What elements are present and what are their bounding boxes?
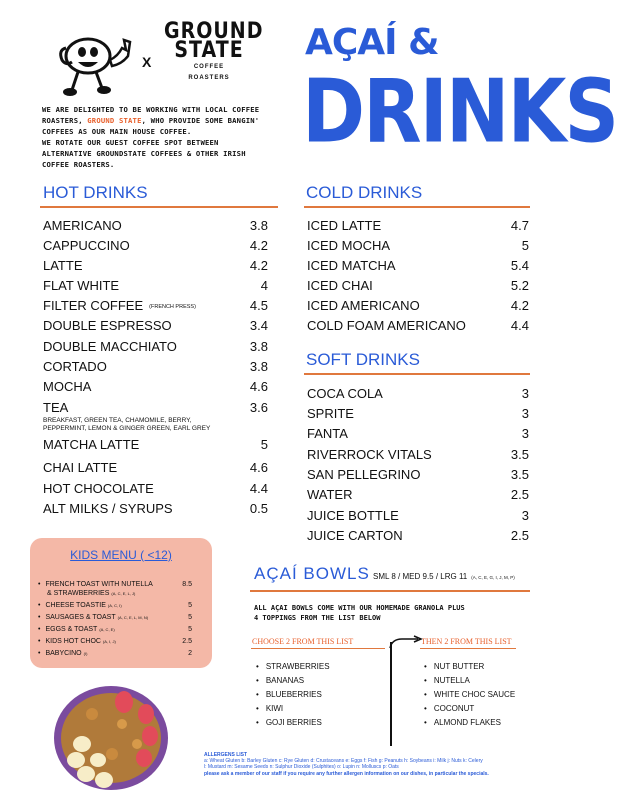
menu-item: ICED CHAI 5.2: [307, 278, 529, 293]
menu-item: DOUBLE MACCHIATO 3.8: [43, 339, 268, 354]
allergens-list: ALLERGENS LIST a: Wheat Gluten b: Barley Gluten c: Rye Gluten d: Crustaceans e: Eggs f: Fish g: Peanuts h: Soybeans i: Milk j: Nuts k: Celery l: Mustard m: Sesame Seeds n: Sulphur Dioxide (Sulphites) o: Lupin n: Molluscs p: Oats please ask a member of our staff if you require any further allergen information on our dishes, in particular the specials.: [204, 752, 489, 777]
menu-item: ICED AMERICANO 4.2: [307, 298, 529, 313]
topping-item: • GOJI BERRIES: [256, 718, 322, 728]
topping-item: • ALMOND FLAKES: [424, 718, 501, 728]
topping-item: • NUTELLA: [424, 676, 470, 686]
kids-menu-item: • BABYCINO (I) 2: [38, 649, 192, 658]
cold-drinks-rule: [304, 206, 530, 208]
menu-item: CAPPUCCINO 4.2: [43, 238, 268, 253]
menu-item: ALT MILKS / SYRUPS 0.5: [43, 501, 268, 516]
topping-item: • WHITE CHOC SAUCE: [424, 690, 515, 700]
choose-second-list-label: THEN 2 FROM THIS LIST: [421, 637, 512, 646]
tea-varieties: BREAKFAST, GREEN TEA, CHAMOMILE, BERRY, PEPPERMINT, LEMON & GINGER GREEN, EARL GREY: [43, 417, 211, 432]
menu-item: FILTER COFFEE (FRENCH PRESS) 4.5: [43, 298, 268, 313]
page-title: DRINKS: [302, 60, 617, 163]
menu-item: ICED MOCHA 5: [307, 238, 529, 253]
topping-item: • KIWI: [256, 704, 283, 714]
kids-menu-item: • SAUSAGES & TOAST (A, C, E, L, M, N) 5: [38, 613, 192, 622]
kids-menu-item: • CHEESE TOASTIE (A, C, I) 5: [38, 601, 192, 610]
menu-item: ICED LATTE 4.7: [307, 218, 529, 233]
collab-separator: X: [142, 54, 152, 70]
topping-item: • COCONUT: [424, 704, 474, 714]
intro-text: WE ARE DELIGHTED TO BE WORKING WITH LOCAL COFFEE ROASTERS, GROUND STATE, WHO PROVIDE SOME BANGIN' COFFEES AS OUR MAIN HOUSE COFFEE. WE ROTATE OUR GUEST COFFEE SPOT BETWEEN ALTERNATIVE GROUNDSTATE COFFEES & OTHER IRISH COFFEE ROASTERS.: [42, 105, 260, 169]
menu-item: SAN PELLEGRINO 3.5: [307, 467, 529, 482]
acai-bowls-sizes: SML 8 / MED 9.5 / LRG 11 (A, C, E, G, I, J, M, P): [373, 572, 515, 581]
menu-item: FLAT WHITE 4: [43, 278, 268, 293]
menu-item: COLD FOAM AMERICANO 4.4: [307, 318, 529, 333]
kids-menu-item: • KIDS HOT CHOC (A, I, J) 2.5: [38, 637, 192, 646]
kids-menu-heading: KIDS MENU ( <12): [70, 548, 172, 562]
menu-item: SPRITE 3: [307, 406, 529, 421]
menu-item: MOCHA 4.6: [43, 379, 268, 394]
menu-item: JUICE CARTON 2.5: [307, 528, 529, 543]
kids-menu-item: • EGGS & TOAST (A, C, E) 5: [38, 625, 192, 634]
page-title-small: AÇAÍ &: [305, 22, 439, 63]
choose-first-rule: [251, 648, 385, 649]
acai-bowls-heading: AÇAÍ BOWLS: [254, 564, 370, 583]
acai-bowls-rule: [250, 590, 530, 592]
topping-item: • STRAWBERRIES: [256, 662, 330, 672]
menu-item: CORTADO 3.8: [43, 359, 268, 374]
kids-menu-item-continued: & STRAWBERRIES (A, C, E, L, J): [47, 590, 136, 597]
menu-item: AMERICANO 3.8: [43, 218, 268, 233]
menu-item: FANTA 3: [307, 426, 529, 441]
ground-state-logo: GROUND STATE COFFEE ROASTERS: [164, 18, 264, 81]
kids-menu-item: • FRENCH TOAST WITH NUTELLA 8.5: [38, 580, 192, 589]
menu-item: HOT CHOCOLATE 4.4: [43, 481, 268, 496]
topping-item: • NUT BUTTER: [424, 662, 484, 672]
menu-item: JUICE BOTTLE 3: [307, 508, 529, 523]
choose-first-list-label: CHOOSE 2 FROM THIS LIST: [252, 637, 354, 646]
choose-second-rule: [420, 648, 516, 649]
menu-item: COCA COLA 3: [307, 386, 529, 401]
coffee-cup-mascot-logo: [52, 30, 136, 100]
menu-item: CHAI LATTE 4.6: [43, 460, 268, 475]
acai-bowl-illustration: [52, 684, 170, 792]
menu-item: LATTE 4.2: [43, 258, 268, 273]
soft-drinks-heading: SOFT DRINKS: [306, 350, 420, 369]
menu-item: MATCHA LATTE 5: [43, 437, 268, 452]
cold-drinks-heading: COLD DRINKS: [306, 183, 423, 202]
soft-drinks-rule: [304, 373, 530, 375]
hot-drinks-rule: [40, 206, 278, 208]
menu-item: WATER 2.5: [307, 487, 529, 502]
topping-item: • BANANAS: [256, 676, 304, 686]
topping-item: • BLUEBERRIES: [256, 690, 322, 700]
arrow-icon: [388, 636, 424, 650]
ground-state-highlight: GROUND STATE: [87, 116, 142, 125]
acai-bowls-intro: ALL AÇAI BOWLS COME WITH OUR HOMEMADE GRANOLA PLUS 4 TOPPINGS FROM THE LIST BELOW: [254, 604, 465, 622]
menu-item: RIVERROCK VITALS 3.5: [307, 447, 529, 462]
menu-item: TEA 3.6: [43, 400, 268, 415]
menu-item: DOUBLE ESPRESSO 3.4: [43, 318, 268, 333]
hot-drinks-heading: HOT DRINKS: [43, 183, 148, 202]
topping-lists-divider: [390, 642, 392, 746]
menu-item: ICED MATCHA 5.4: [307, 258, 529, 273]
